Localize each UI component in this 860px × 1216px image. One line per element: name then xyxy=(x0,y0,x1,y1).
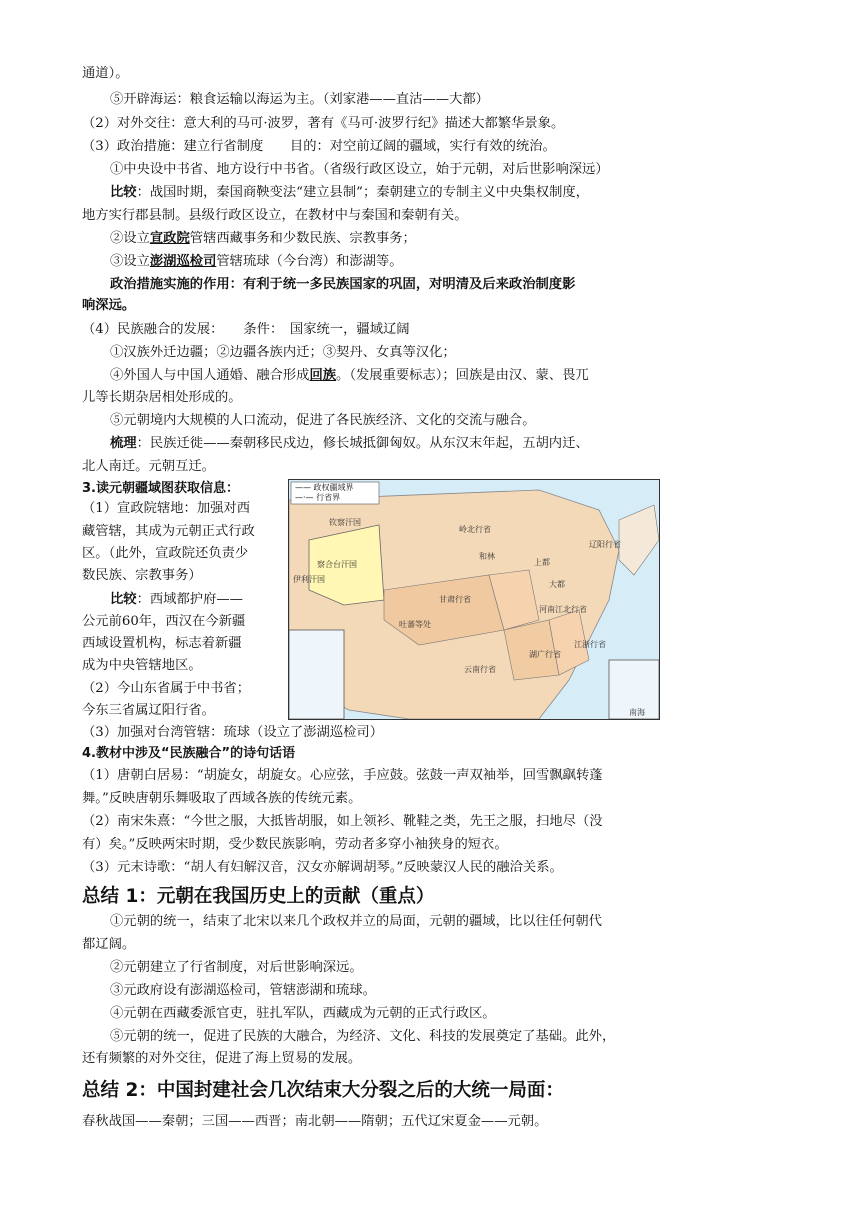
map-label: 和林 xyxy=(479,552,495,561)
text-line xyxy=(110,434,589,454)
text-line: 还有频繁的对外交往，促进了海上贸易的发展。 xyxy=(82,1051,362,1066)
map-label: 上都 xyxy=(534,558,550,567)
text-span: ②设立 xyxy=(110,231,150,246)
map-label: 甘肃行省 xyxy=(439,595,471,604)
text-line: ①中央设中书省、地方设行中书省。（省级行政区设立，始于元朝，对后世影响深远） xyxy=(110,162,609,177)
text-line: （4）民族融合的发展： 条件： 国家统一，疆域辽阔 xyxy=(82,322,410,337)
text-line: 区。（此外，宣政院还负责少 xyxy=(82,546,249,561)
text-line: ③元政府设有澎湖巡检司，管辖澎湖和琉球。 xyxy=(110,983,376,998)
map-label: 江浙行省 xyxy=(574,640,606,649)
text-span: ④外国人与中国人通婚、融合形成 xyxy=(110,368,310,383)
map-label: 河南江北行省 xyxy=(539,605,587,614)
key-term: 澎湖巡检司 xyxy=(149,254,217,269)
yuan-dynasty-map xyxy=(288,479,660,720)
text-span: ：西域都护府—— xyxy=(136,592,243,607)
text-line: ⑤元朝境内大规模的人口流动，促进了各民族经济、文化的交流与融合。 xyxy=(110,413,536,428)
text-line xyxy=(110,590,243,610)
map-label: 大都 xyxy=(549,580,565,589)
section-heading: 3.读元朝疆域图获取信息： xyxy=(82,481,239,496)
key-term: 宣政院 xyxy=(149,231,190,246)
text-line: 今东三省属辽阳行省。 xyxy=(82,703,215,718)
text-line: （2）对外交往：意大利的马可·波罗，著有《马可·波罗行纪》描述大都繁华景象。 xyxy=(82,116,565,131)
key-term: 回族 xyxy=(309,368,337,383)
text-line: 响深远。 xyxy=(82,298,136,313)
map-label: 云南行省 xyxy=(464,665,496,674)
text-line: 藏管辖，其成为元朝正式行政 xyxy=(82,524,255,539)
text-line xyxy=(110,229,416,249)
text-line: ⑤元朝的统一，促进了民族的大融合，为经济、文化、科技的发展奠定了基础。此外， xyxy=(110,1029,616,1044)
map-label: 伊利汗国 xyxy=(293,575,325,584)
comparison-label: 比较 xyxy=(110,185,137,200)
map-label: 察合台汗国 xyxy=(317,560,357,569)
text-span: 管辖西藏事务和少数民族、宗教事务； xyxy=(189,231,416,246)
text-line: （2）南宋朱熹：“今世之服，大抵皆胡服，如上领衫、靴鞋之类，先王之服，扫地尽（没 xyxy=(82,814,603,829)
map-label: 岭北行省 xyxy=(459,525,491,534)
text-span: 。（发展重要标志）；回族是由汉、蒙、畏兀 xyxy=(336,368,589,383)
text-line: 都辽阔。 xyxy=(82,937,136,952)
text-line: （3）政治措施：建立行省制度 目的：对空前辽阔的疆域，实行有效的统治。 xyxy=(82,139,556,154)
map-label: 南海 xyxy=(629,708,645,717)
map-label: 吐蕃等处 xyxy=(399,620,431,629)
text-line: ⑤开辟海运：粮食运输以海运为主。（刘家港——直沽——大都） xyxy=(110,92,489,107)
map-label: 辽阳行省 xyxy=(589,540,621,549)
section-heading: 4.教材中涉及“民族融合”的诗句话语 xyxy=(82,746,296,761)
text-line: 春秋战国——秦朝；三国——西晋；南北朝——隋朝；五代辽宋夏金——元朝。 xyxy=(82,1114,548,1129)
text-line: （1）唐朝白居易：“胡旋女，胡旋女。心应弦，手应鼓。弦鼓一声双袖举，回雪飘飖转蓬 xyxy=(82,768,603,783)
text-line: 地方实行郡县制。县级行政区设立，在教材中与秦国和秦朝有关。 xyxy=(82,208,468,223)
text-line: ①元朝的统一，结束了北宋以来几个政权并立的局面，元朝的疆域，比以往任何朝代 xyxy=(110,914,602,929)
text-line: ①汉族外迁边疆；②边疆各族内迁；③契丹、女真等汉化； xyxy=(110,345,456,360)
map-graphic xyxy=(289,480,659,719)
text-span: 管辖琉球（今台湾）和澎湖等。 xyxy=(216,254,403,269)
text-line xyxy=(110,366,589,386)
text-span: ：战国时期，秦国商鞅变法“建立县制”；秦朝建立的专制主义中央集权制度， xyxy=(136,185,589,200)
map-label: 钦察汗国 xyxy=(329,518,361,527)
text-line: 北人南迁。元朝互迁。 xyxy=(82,459,215,474)
text-line: 儿等长期杂居相处形成的。 xyxy=(82,390,242,405)
map-legend xyxy=(295,483,354,503)
summary-heading: 总结 1：元朝在我国历史上的贡献（重点） xyxy=(82,886,435,907)
text-line: 成为中央管辖地区。 xyxy=(82,658,202,673)
map-label: 湖广行省 xyxy=(529,650,561,659)
text-line: （3）加强对台湾管辖：琉球（设立了澎湖巡检司） xyxy=(82,725,383,740)
summary-label: 梳理 xyxy=(110,436,137,451)
text-line: ②元朝建立了行省制度，对后世影响深远。 xyxy=(110,960,363,975)
text-span: ：民族迁徙——秦朝移民戍边，修长城抵御匈奴。从东汉末年起，五胡内迁、 xyxy=(136,436,589,451)
text-line: ④元朝在西藏委派官吏，驻扎军队，西藏成为元朝的正式行政区。 xyxy=(110,1006,496,1021)
text-line: （1）宣政院辖地：加强对西 xyxy=(82,501,251,516)
comparison-label: 比较 xyxy=(110,592,137,607)
text-line: （2）今山东省属于中书省； xyxy=(82,681,251,696)
legend-item: —·— 行省界 xyxy=(295,493,341,502)
text-line: 政治措施实施的作用：有利于统一多民族国家的巩固，对明清及后来政治制度影 xyxy=(110,277,576,292)
text-line: 有）矣。”反映两宋时期，受少数民族影响，劳动者多穿小袖狭身的短衣。 xyxy=(82,837,508,852)
summary-heading: 总结 2：中国封建社会几次结束大分裂之后的大统一局面： xyxy=(82,1080,564,1101)
text-line: 舞。”反映唐朝乐舞吸取了西域各族的传统元素。 xyxy=(82,791,362,806)
text-line: 公元前60年，西汉在今新疆 xyxy=(82,614,246,629)
text-line xyxy=(110,252,403,272)
text-line xyxy=(110,183,589,203)
legend-item: —— 政权疆域界 xyxy=(295,483,354,492)
text-line: 数民族、宗教事务） xyxy=(82,568,202,583)
text-span: ③设立 xyxy=(110,254,150,269)
text-line: 通道）。 xyxy=(82,66,129,81)
text-line: 西域设置机构，标志着新疆 xyxy=(82,636,242,651)
text-line: （3）元末诗歌：“胡人有妇解汉音，汉女亦解调胡琴。”反映蒙汉人民的融洽关系。 xyxy=(82,860,563,875)
